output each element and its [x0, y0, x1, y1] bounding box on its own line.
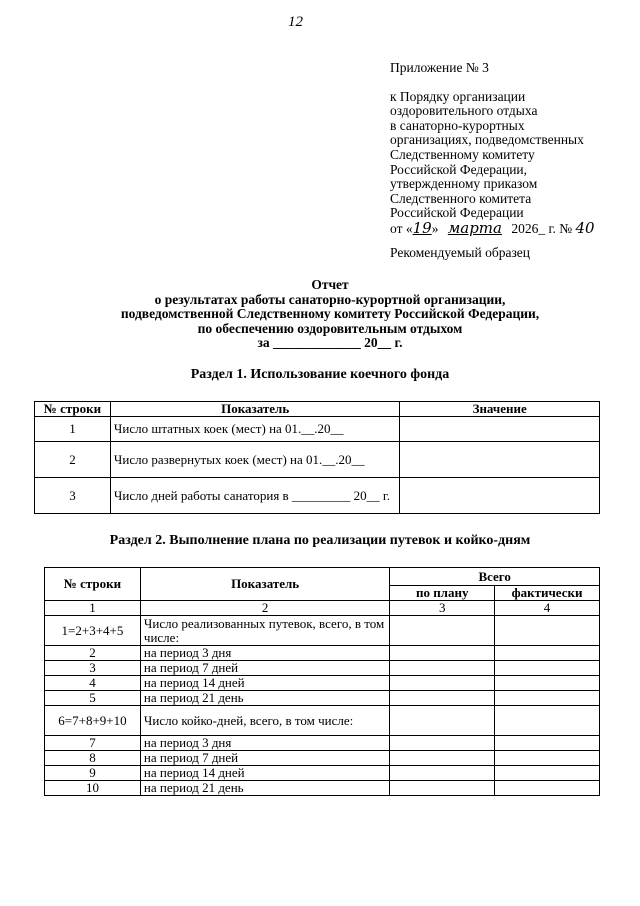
row-indicator: на период 7 дней [140, 751, 389, 766]
section2-title: Раздел 2. Выполнение плана по реализации путевок и койко-дням [109, 533, 531, 548]
recommended-sample: Рекомендуемый образец [390, 245, 531, 260]
report-line: подведомственной Следственному комитету Российской Федерации, [120, 306, 540, 322]
table-row [45, 676, 600, 691]
header-indicator: Показатель [140, 568, 389, 601]
header-plan: по плану [390, 586, 495, 601]
table-row [45, 661, 600, 676]
sign-month: марта [447, 218, 502, 237]
sign-year-suffix: г. № [548, 220, 573, 236]
row-indicator: на период 3 дня [140, 646, 389, 661]
sign-prefix: от « [390, 220, 413, 236]
appendix-line: Российской Федерации [390, 205, 524, 221]
row-indicator: Число реализованных путевок, всего, в том числе: [140, 616, 389, 646]
row-number: 1 [35, 417, 111, 442]
row-number: 1=2+3+4+5 [45, 616, 141, 646]
appendix-line: Следственному комитету [390, 146, 535, 162]
row-indicator: на период 21 день [140, 781, 389, 796]
row-number: 3 [45, 661, 141, 676]
header-actual: фактически [495, 586, 600, 601]
column-number: 3 [390, 601, 495, 616]
column-number-row [45, 601, 600, 616]
table-row [45, 646, 600, 661]
value-cell[interactable] [400, 442, 600, 478]
header-value: Значение [400, 402, 600, 417]
bed-fund-table [34, 401, 600, 514]
order-date-line: от «19» марта 2026_ г. № 40 [390, 218, 595, 237]
plan-cell[interactable] [390, 661, 495, 676]
header-indicator: Показатель [110, 402, 399, 417]
report-title: Отчет [311, 277, 349, 292]
plan-cell[interactable] [390, 781, 495, 796]
sign-number: 40 [575, 218, 595, 237]
row-indicator: на период 21 день [140, 691, 389, 706]
row-indicator: Число койко-дней, всего, в том числе: [140, 706, 389, 736]
plan-cell[interactable] [390, 691, 495, 706]
actual-cell[interactable] [495, 691, 600, 706]
row-number: 2 [45, 646, 141, 661]
actual-cell[interactable] [495, 706, 600, 736]
actual-cell[interactable] [495, 766, 600, 781]
row-indicator: на период 14 дней [140, 676, 389, 691]
plan-cell[interactable] [390, 736, 495, 751]
appendix-line: организациях, подведомственных [390, 132, 584, 148]
value-cell[interactable] [400, 417, 600, 442]
sign-mid: » [431, 220, 439, 236]
actual-cell[interactable] [495, 676, 600, 691]
appendix-block [390, 61, 630, 237]
plan-cell[interactable] [390, 751, 495, 766]
header-total: Всего [390, 568, 600, 586]
row-number: 7 [45, 736, 141, 751]
appendix-line: Российской Федерации, [390, 161, 528, 177]
actual-cell[interactable] [495, 781, 600, 796]
plan-cell[interactable] [390, 646, 495, 661]
actual-cell[interactable] [495, 616, 600, 646]
report-header [60, 278, 600, 351]
plan-cell[interactable] [390, 706, 495, 736]
appendix-line: к Порядку организации [390, 88, 526, 104]
vouchers-table [44, 567, 600, 796]
row-number: 10 [45, 781, 141, 796]
column-number: 4 [495, 601, 600, 616]
appendix-line: Следственного комитета [390, 190, 532, 206]
row-number: 8 [45, 751, 141, 766]
table-row [35, 442, 600, 478]
sign-year: 2026 [511, 220, 539, 236]
table-row [35, 478, 600, 514]
row-indicator: Число дней работы санатория в _________ 20__ г. [110, 478, 399, 514]
table-row [45, 706, 600, 736]
actual-cell[interactable] [495, 646, 600, 661]
table-row [45, 781, 600, 796]
actual-cell[interactable] [495, 751, 600, 766]
appendix-line: утвержденному приказом [390, 176, 538, 192]
appendix-line: в санаторно-курортных [390, 117, 525, 133]
row-indicator: Число развернутых коек (мест) на 01.__.20__ [110, 442, 399, 478]
actual-cell[interactable] [495, 736, 600, 751]
header-row-number: № строки [45, 568, 141, 601]
row-number: 9 [45, 766, 141, 781]
actual-cell[interactable] [495, 661, 600, 676]
row-number: 6=7+8+9+10 [45, 706, 141, 736]
table-row [45, 616, 600, 646]
row-number: 4 [45, 676, 141, 691]
table-row [45, 766, 600, 781]
row-indicator: на период 7 дней [140, 661, 389, 676]
row-indicator: на период 14 дней [140, 766, 389, 781]
row-number: 3 [35, 478, 111, 514]
appendix-title: Приложение № 3 [390, 60, 489, 75]
appendix-line: оздоровительного отдыха [390, 103, 538, 119]
report-period: за _____________ 20__ г. [257, 335, 403, 351]
section1-title: Раздел 1. Использование коечного фонда [190, 367, 450, 382]
report-line: по обеспечению оздоровительным отдыхом [197, 320, 463, 336]
page-number: 12 [288, 14, 303, 30]
column-number: 2 [140, 601, 389, 616]
row-number: 5 [45, 691, 141, 706]
table-row [45, 736, 600, 751]
row-indicator: на период 3 дня [140, 736, 389, 751]
plan-cell[interactable] [390, 616, 495, 646]
table-row [45, 691, 600, 706]
value-cell[interactable] [400, 478, 600, 514]
table-row [45, 751, 600, 766]
row-number: 2 [35, 442, 111, 478]
sign-day: 19 [412, 218, 432, 237]
header-row-number: № строки [35, 402, 111, 417]
table-row [35, 417, 600, 442]
plan-cell[interactable] [390, 766, 495, 781]
row-indicator: Число штатных коек (мест) на 01.__.20__ [110, 417, 399, 442]
plan-cell[interactable] [390, 676, 495, 691]
report-line: о результатах работы санаторно-курортной организации, [154, 291, 506, 307]
column-number: 1 [45, 601, 141, 616]
